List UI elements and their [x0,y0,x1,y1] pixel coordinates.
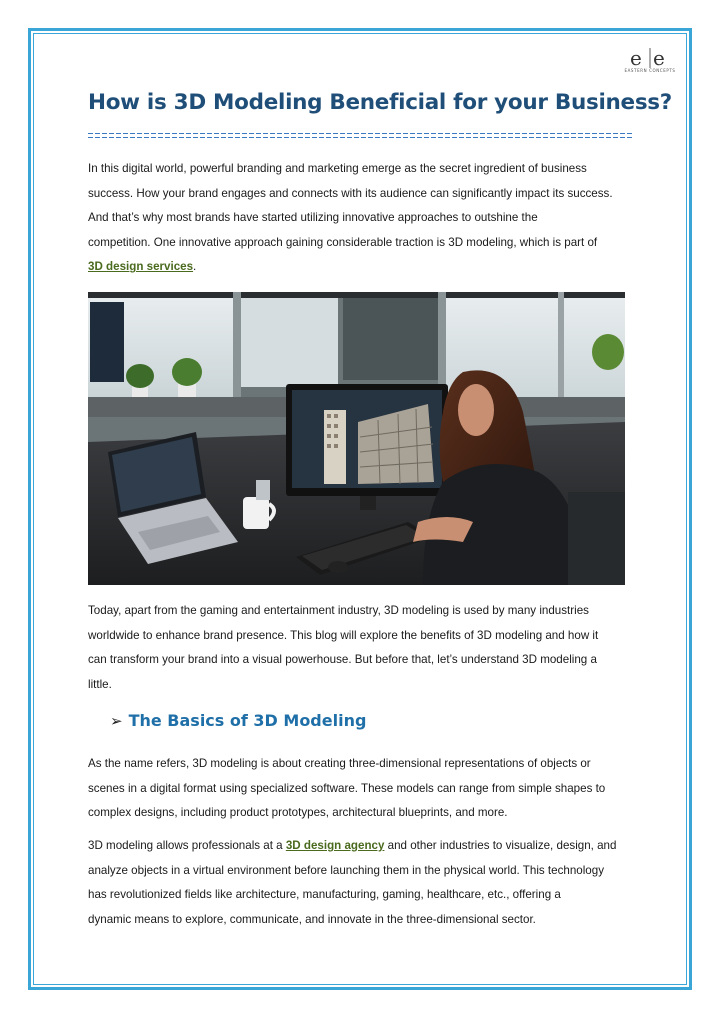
intro-end: . [193,260,197,274]
industry-line: Today, apart from the gaming and entertainment industry, 3D modeling is used by many industries [88,604,589,617]
intro-line: And that’s why most brands have started utilizing innovative approaches to outshine the [88,211,538,225]
basics-line: complex designs, including product prototypes, architectural blueprints, and more. [88,806,508,820]
industry-line: little. [88,677,112,691]
agency-line-suffix: and other industries to visualize, design, and [384,839,617,852]
logo-tagline: EASTERN CONCEPTS [624,68,676,73]
basics-line: As the name refers, 3D modeling is about creating three-dimensional representations of objects or [88,757,591,770]
agency-line: analyze objects in a virtual environment before launching them in the physical world. This technology [88,863,604,877]
svg-text:e: e [630,46,642,70]
industry-paragraph [88,599,638,697]
design-services-link[interactable]: 3D design services [88,260,194,274]
office-3d-modeling-photo [88,292,625,585]
industry-line: can transform your brand into a visual powerhouse. But before that, let’s understand 3D modeling a [88,653,597,667]
section-heading-text: The Basics of 3D Modeling [128,711,367,730]
svg-text:e: e [653,46,665,70]
page-title: How is 3D Modeling Beneficial for your Business? [88,90,672,115]
agency-line-prefix: 3D modeling allows professionals at a [88,839,286,852]
company-logo[interactable] [622,46,678,80]
agency-paragraph [88,834,638,932]
industry-line: worldwide to enhance brand presence. This blog will explore the benefits of 3D modeling and how it [88,628,599,642]
intro-line: In this digital world, powerful branding and marketing emerge as the secret ingredient of business [88,162,587,175]
arrow-bullet-icon: ➢ [110,712,123,730]
intro-line: success. How your brand engages and connects with its audience can significantly impact its success. [88,186,613,200]
agency-line: has revolutionized fields like architecture, manufacturing, gaming, healthcare, etc., offering a [88,888,561,902]
basics-paragraph [88,752,638,826]
title-divider [88,131,633,141]
intro-paragraph [88,157,638,280]
agency-line [88,834,638,859]
section-heading [110,711,510,730]
basics-line: scenes in a digital format using specialized software. These models can range from simple shapes to [88,781,606,795]
agency-line: dynamic means to explore, communicate, and innovate in the three-dimensional sector. [88,912,536,926]
logo-mark-icon [622,46,678,70]
intro-line: competition. One innovative approach gaining considerable traction is 3D modeling, which is part of [88,235,598,249]
design-agency-link[interactable]: 3D design agency [285,839,385,852]
intro-line [88,255,638,280]
